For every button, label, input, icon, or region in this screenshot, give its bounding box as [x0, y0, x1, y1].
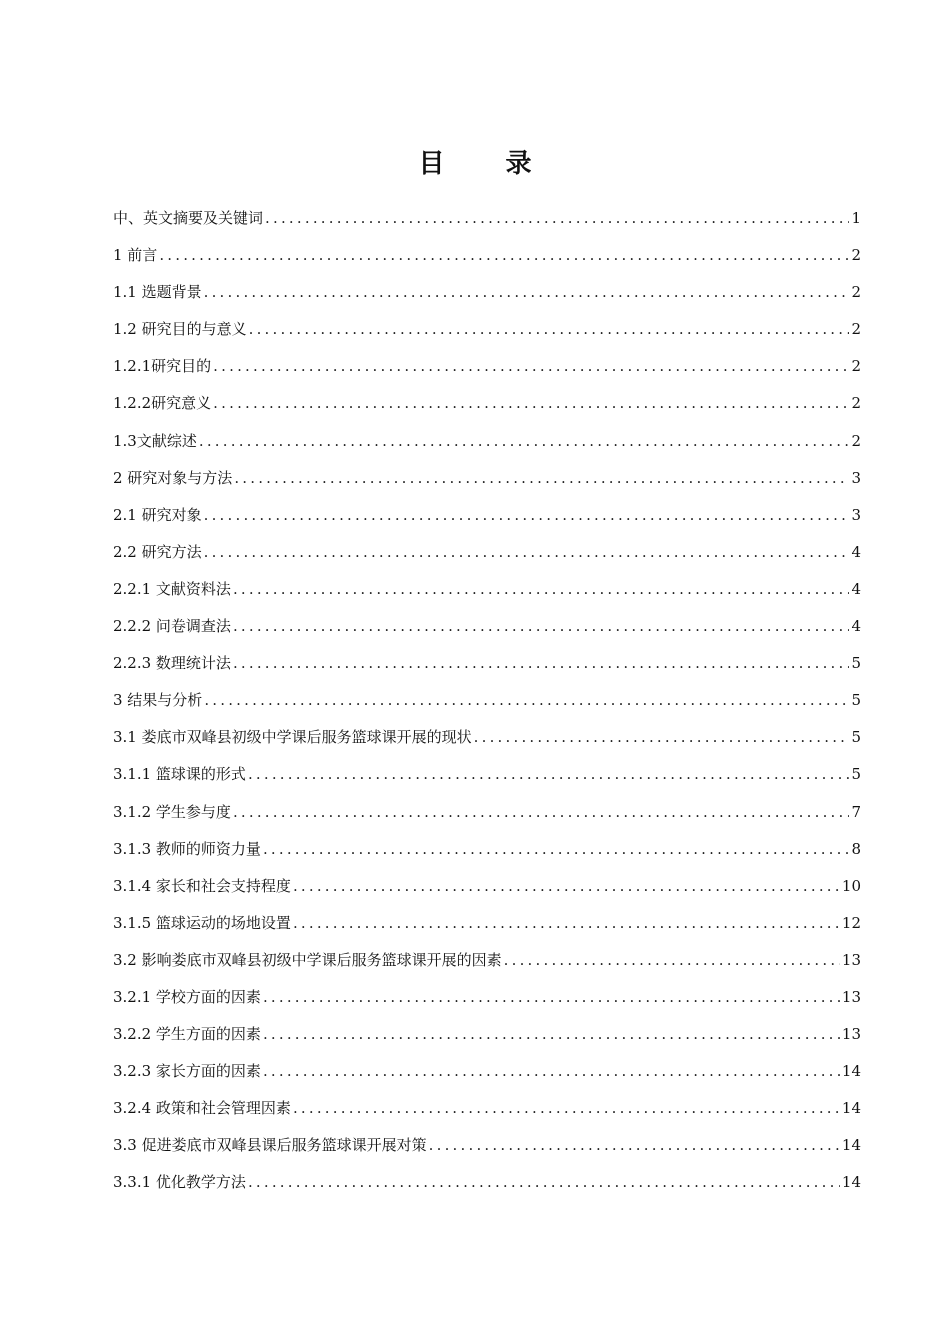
toc-entry-label: 3.2.2 学生方面的因素	[113, 1025, 261, 1044]
toc-entry-page: 2	[851, 283, 861, 302]
toc-entry[interactable]	[113, 274, 861, 311]
toc-entry[interactable]	[113, 1016, 861, 1053]
toc-entry-page: 3	[851, 468, 861, 487]
table-of-contents	[113, 200, 861, 1202]
toc-entry-label: 3 结果与分析	[113, 691, 203, 710]
toc-entry-page: 8	[851, 839, 861, 858]
toc-dot-leader	[263, 1016, 840, 1053]
toc-dot-leader	[504, 942, 840, 979]
toc-entry-label: 2.2.1 文献资料法	[113, 579, 231, 598]
toc-entry-label: 2.2.3 数理统计法	[113, 654, 231, 673]
toc-entry[interactable]	[113, 1164, 861, 1201]
toc-entry[interactable]	[113, 237, 861, 274]
toc-entry-page: 14	[841, 1099, 861, 1118]
toc-entry-label: 1 前言	[113, 246, 158, 265]
toc-dot-leader	[159, 237, 849, 274]
toc-entry-page: 1	[851, 209, 861, 227]
toc-dot-leader	[233, 794, 850, 831]
toc-dot-leader	[233, 608, 850, 645]
toc-entry-label: 1.1 选题背景	[113, 283, 202, 302]
toc-entry-page: 5	[851, 691, 861, 710]
toc-entry[interactable]	[113, 608, 861, 645]
toc-entry[interactable]	[113, 200, 861, 237]
toc-entry[interactable]	[113, 868, 861, 905]
toc-dot-leader	[204, 534, 850, 571]
toc-entry[interactable]	[113, 460, 861, 497]
toc-dot-leader	[233, 645, 850, 682]
toc-entry-page: 2	[851, 357, 861, 376]
toc-entry[interactable]	[113, 645, 861, 682]
toc-entry[interactable]	[113, 385, 861, 422]
toc-dot-leader	[213, 348, 849, 385]
toc-entry-page: 12	[841, 913, 861, 932]
toc-entry-label: 3.1 娄底市双峰县初级中学课后服务篮球课开展的现状	[113, 728, 472, 747]
toc-entry[interactable]	[113, 497, 861, 534]
toc-entry-page: 2	[851, 320, 861, 339]
toc-entry[interactable]	[113, 534, 861, 571]
toc-dot-leader	[249, 311, 850, 348]
toc-entry-page: 7	[851, 802, 861, 821]
toc-entry-page: 14	[841, 1062, 861, 1081]
toc-dot-leader	[263, 831, 850, 868]
toc-entry-page: 4	[851, 617, 861, 636]
toc-entry-label: 中、英文摘要及关键词	[113, 209, 264, 227]
toc-entry[interactable]	[113, 831, 861, 868]
toc-entry-page: 13	[841, 1025, 861, 1044]
page-title: 目 录	[418, 149, 558, 179]
toc-dot-leader	[199, 423, 850, 460]
toc-dot-leader	[263, 1053, 840, 1090]
toc-entry-label: 1.2 研究目的与意义	[113, 320, 247, 339]
toc-entry-label: 3.2.1 学校方面的因素	[113, 987, 261, 1006]
toc-dot-leader	[213, 385, 849, 422]
toc-entry-page: 2	[851, 246, 861, 265]
toc-entry[interactable]	[113, 719, 861, 756]
toc-entry[interactable]	[113, 311, 861, 348]
toc-entry-label: 2.2 研究方法	[113, 542, 202, 561]
toc-dot-leader	[293, 905, 840, 942]
toc-entry-label: 3.3.1 优化教学方法	[113, 1173, 246, 1192]
toc-entry-page: 5	[851, 654, 861, 673]
toc-entry-page: 4	[851, 542, 861, 561]
toc-entry-label: 3.2.4 政策和社会管理因素	[113, 1099, 291, 1118]
toc-entry-label: 1.3文献综述	[113, 431, 197, 450]
toc-entry-page: 10	[841, 876, 861, 895]
toc-dot-leader	[293, 1090, 840, 1127]
toc-entry-page: 14	[841, 1136, 861, 1155]
toc-entry[interactable]	[113, 1090, 861, 1127]
toc-dot-leader	[204, 274, 850, 311]
toc-entry-page: 4	[851, 579, 861, 598]
toc-dot-leader	[204, 682, 849, 719]
toc-entry-label: 3.2 影响娄底市双峰县初级中学课后服务篮球课开展的因素	[113, 950, 502, 969]
toc-entry[interactable]	[113, 348, 861, 385]
toc-entry[interactable]	[113, 942, 861, 979]
toc-dot-leader	[429, 1127, 840, 1164]
toc-dot-leader	[263, 979, 840, 1016]
toc-entry-label: 3.3 促进娄底市双峰县课后服务篮球课开展对策	[113, 1136, 427, 1155]
toc-entry-page: 14	[841, 1173, 861, 1192]
toc-dot-leader	[265, 200, 849, 237]
toc-entry[interactable]	[113, 682, 861, 719]
toc-entry-page: 3	[851, 505, 861, 524]
toc-dot-leader	[248, 756, 850, 793]
toc-entry-page: 13	[841, 950, 861, 969]
toc-dot-leader	[293, 868, 840, 905]
toc-entry-label: 2 研究对象与方法	[113, 468, 233, 487]
toc-entry-label: 2.1 研究对象	[113, 505, 202, 524]
toc-entry-label: 3.1.1 篮球课的形式	[113, 765, 246, 784]
toc-entry-label: 3.1.3 教师的师资力量	[113, 839, 261, 858]
toc-entry-page: 5	[851, 728, 861, 747]
toc-entry-label: 2.2.2 问卷调查法	[113, 617, 231, 636]
toc-entry[interactable]	[113, 979, 861, 1016]
toc-entry[interactable]	[113, 794, 861, 831]
toc-entry[interactable]	[113, 756, 861, 793]
toc-entry-label: 3.2.3 家长方面的因素	[113, 1062, 261, 1081]
toc-dot-leader	[248, 1164, 840, 1201]
toc-entry[interactable]	[113, 571, 861, 608]
toc-dot-leader	[204, 497, 850, 534]
toc-dot-leader	[234, 460, 849, 497]
toc-entry-label: 1.2.2研究意义	[113, 394, 212, 413]
toc-entry[interactable]	[113, 1127, 861, 1164]
toc-entry-label: 3.1.5 篮球运动的场地设置	[113, 913, 291, 932]
toc-entry-label: 1.2.1研究目的	[113, 357, 212, 376]
toc-entry[interactable]	[113, 423, 861, 460]
toc-dot-leader	[233, 571, 850, 608]
toc-entry-page: 2	[851, 431, 861, 450]
toc-dot-leader	[474, 719, 850, 756]
toc-entry-page: 2	[851, 394, 861, 413]
toc-entry-label: 3.1.2 学生参与度	[113, 802, 231, 821]
toc-entry[interactable]	[113, 905, 861, 942]
toc-entry-page: 13	[841, 987, 861, 1006]
toc-entry[interactable]	[113, 1053, 861, 1090]
toc-entry-page: 5	[851, 765, 861, 784]
toc-entry-label: 3.1.4 家长和社会支持程度	[113, 876, 291, 895]
